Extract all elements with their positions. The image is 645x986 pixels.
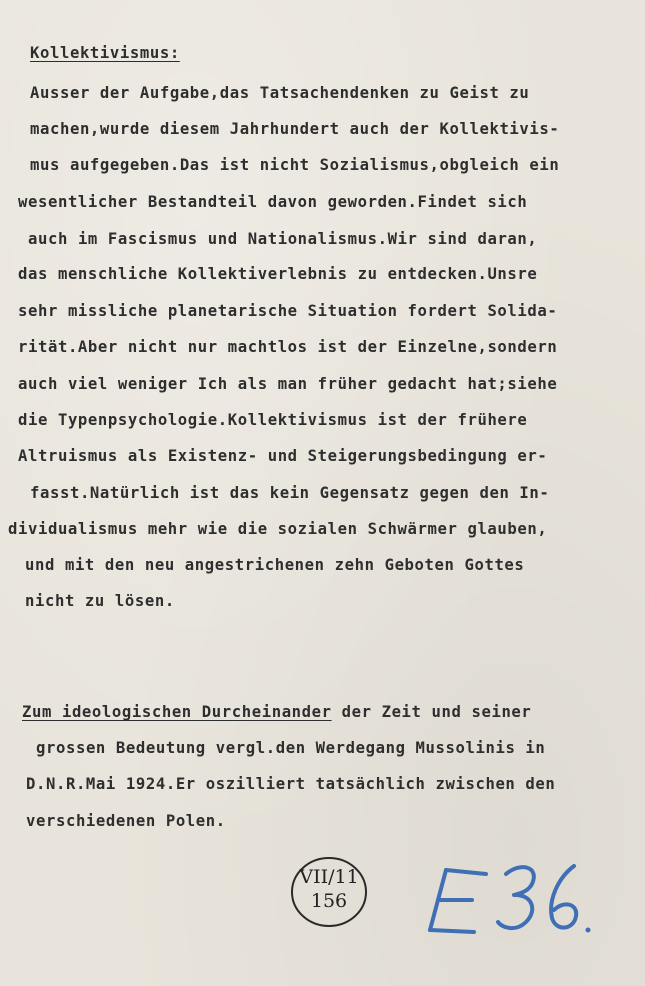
paragraph2-line: D.N.R.Mai 1924.Er oszilliert tatsächlich zwischen den	[26, 775, 556, 793]
paragraph1-line: die Typenpsychologie.Kollektivismus ist der frühere	[18, 411, 528, 429]
paragraph1-line: Altruismus als Existenz- und Steigerungsbedingung er-	[18, 447, 548, 465]
paragraph1-line: mus aufgegeben.Das ist nicht Sozialismus,obgleich ein	[30, 156, 560, 174]
paragraph1-line: Ausser der Aufgabe,das Tatsachendenken zu Geist zu	[30, 84, 530, 102]
paragraph1-line: nicht zu lösen.	[25, 592, 175, 610]
blue-pencil-e36	[408, 848, 608, 948]
stamp-top-text: VII/11	[299, 866, 359, 888]
paragraph2-line: verschiedenen Polen.	[26, 812, 226, 830]
paragraph1-line: das menschliche Kollektiverlebnis zu entdecken.Unsre	[18, 265, 538, 283]
paragraph1-line: sehr missliche planetarische Situation fordert Solida-	[18, 302, 558, 320]
paragraph1-line: auch im Fascismus und Nationalismus.Wir sind daran,	[28, 230, 538, 248]
paragraph1-line: fasst.Natürlich ist das kein Gegensatz gegen den In-	[30, 484, 550, 502]
paragraph1-line: dividualismus mehr wie die sozialen Schwärmer glauben,	[8, 520, 548, 538]
underlined-reference: Zum ideologischen Durcheinander	[22, 703, 332, 721]
paragraph1-line: auch viel weniger Ich als man früher gedacht hat;siehe	[18, 375, 558, 393]
paragraph1-line: machen,wurde diesem Jahrhundert auch der Kollektivis-	[30, 120, 560, 138]
paragraph2-first-line-rest: der Zeit und seiner	[331, 703, 532, 721]
paragraph1-line: rität.Aber nicht nur machtlos ist der Einzelne,sondern	[18, 338, 558, 356]
paragraph2-first-line	[22, 703, 531, 721]
blue-pencil-mark	[408, 848, 608, 948]
archive-stamp	[289, 855, 369, 929]
paragraph1-line: und mit den neu angestrichenen zehn Geboten Gottes	[25, 556, 525, 574]
heading: Kollektivismus:	[30, 44, 180, 62]
stamp-bottom-text: 156	[310, 890, 348, 912]
paragraph2-line: grossen Bedeutung vergl.den Werdegang Mussolinis in	[36, 739, 546, 757]
paragraph1-line: wesentlicher Bestandteil davon geworden.Findet sich	[18, 193, 528, 211]
